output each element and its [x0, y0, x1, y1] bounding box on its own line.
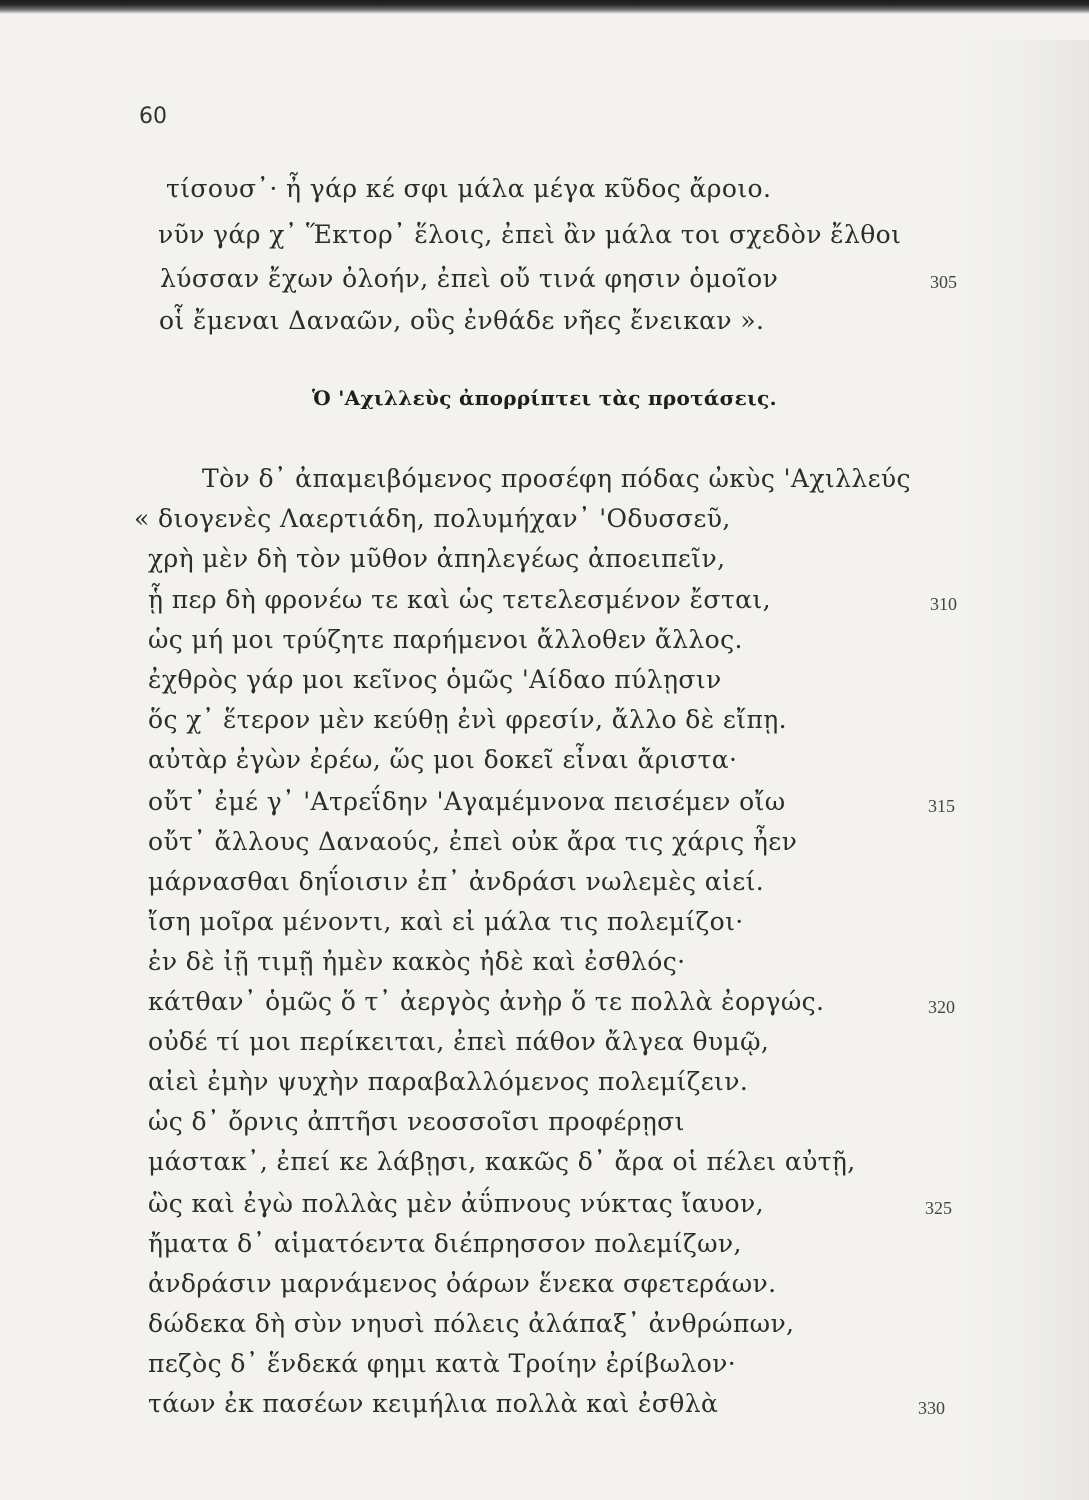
verse-line: μάστακ᾽, ἐπεί κε λάβῃσι, κακῶς δ᾽ ἄρα οἱ πέλει αὐτῇ,	[148, 1147, 856, 1176]
verse-line: ἐχθρὸς γάρ μοι κεῖνος ὁμῶς 'Αίδαο πύλῃσιν	[148, 665, 722, 694]
verse-line: τάων ἐκ πασέων κειμήλια πολλὰ καὶ ἐσθλὰ	[148, 1389, 719, 1418]
verse-line: πεζὸς δ᾽ ἕνδεκά φημι κατὰ Τροίην ἐρίβωλον·	[148, 1349, 737, 1378]
verse-line: χρὴ μὲν δὴ τὸν μῦθον ἀπηλεγέως ἀποειπεῖν,	[148, 544, 726, 573]
verse-line: νῦν γάρ χ᾽ Ἕκτορ᾽ ἕλοις, ἐπεὶ ἂν μάλα τοι σχεδὸν ἔλθοι	[158, 220, 902, 249]
verse-line: Τὸν δ᾽ ἀπαμειβόμενος προσέφη πόδας ὠκὺς 'Αχιλλεύς	[202, 464, 911, 493]
verse-line: οὐδέ τί μοι περίκειται, ἐπεὶ πάθον ἄλγεα θυμῷ,	[148, 1027, 770, 1056]
verse-line: ἐν δὲ ἰῇ τιμῇ ἠμὲν κακὸς ἠδὲ καὶ ἐσθλός·	[148, 947, 686, 976]
verse-line: ἀνδράσιν μαρνάμενος ὀάρων ἕνεκα σφετεράων.	[148, 1269, 777, 1298]
verse-line: οὔτ᾽ ἄλλους Δαναούς, ἐπεὶ οὐκ ἄρα τις χάρις ἦεν	[148, 827, 798, 856]
verse-line: μάρνασθαι δηΐοισιν ἐπ᾽ ἀνδράσι νωλεμὲς αἰεί.	[148, 867, 765, 896]
verse-line: ἤματα δ᾽ αἱματόεντα διέπρησσον πολεμίζων,	[148, 1229, 742, 1258]
verse-line: κάτθαν᾽ ὁμῶς ὅ τ᾽ ἀεργὸς ἀνὴρ ὅ τε πολλὰ ἐοργώς.	[148, 987, 825, 1016]
line-number-320: 320	[928, 997, 955, 1017]
line-number-330: 330	[918, 1398, 945, 1418]
line-number-305: 305	[930, 272, 957, 292]
verse-line: οὔτ᾽ ἐμέ γ᾽ 'Ατρεΐδην 'Αγαμέμνονα πεισέμεν οἴω	[148, 787, 786, 816]
scan-top-border	[0, 0, 1089, 14]
verse-line: ἴση μοῖρα μένοντι, καὶ εἰ μάλα τις πολεμίζοι·	[148, 907, 744, 936]
page-number: 60	[139, 104, 167, 129]
page-bleed-shadow	[960, 40, 1089, 1500]
verse-line: ὅς χ᾽ ἕτερον μὲν κεύθῃ ἐνὶ φρεσίν, ἄλλο δὲ εἴπῃ.	[148, 705, 788, 734]
verse-line: ὣς καὶ ἐγὼ πολλὰς μὲν ἀΰπνους νύκτας ἴαυον,	[148, 1189, 764, 1218]
line-number-310: 310	[930, 594, 957, 614]
verse-line: ὡς δ᾽ ὄρνις ἀπτῆσι νεοσσοῖσι προφέρῃσι	[148, 1107, 685, 1136]
line-number-315: 315	[928, 796, 955, 816]
verse-line: δώδεκα δὴ σὺν νηυσὶ πόλεις ἀλάπαξ᾽ ἀνθρώπων,	[148, 1309, 795, 1338]
section-heading: Ὁ 'Αχιλλεὺς ἀπορρίπτει τὰς προτάσεις.	[312, 386, 777, 410]
verse-line: λύσσαν ἔχων ὀλοήν, ἐπεὶ οὔ τινά φησιν ὁμοῖον	[160, 264, 779, 293]
verse-line: ᾗ περ δὴ φρονέω τε καὶ ὡς τετελεσμένον ἔσται,	[148, 585, 771, 614]
verse-line: αὐτὰρ ἐγὼν ἐρέω, ὥς μοι δοκεῖ εἶναι ἄριστα·	[148, 745, 738, 774]
verse-line: οἷ ἔμεναι Δαναῶν, οὓς ἐνθάδε νῆες ἔνεικαν ».	[159, 306, 765, 335]
verse-line: τίσουσ᾽· ἦ γάρ κέ σφι μάλα μέγα κῦδος ἄροιο.	[166, 174, 772, 203]
verse-line: « διογενὲς Λαερτιάδη, πολυμήχαν᾽ 'Οδυσσεῦ,	[134, 504, 731, 533]
verse-line: ὡς μή μοι τρύζητε παρήμενοι ἄλλοθεν ἄλλος.	[148, 625, 743, 654]
verse-line: αἰεὶ ἐμὴν ψυχὴν παραβαλλόμενος πολεμίζειν.	[148, 1067, 749, 1096]
line-number-325: 325	[925, 1198, 952, 1218]
